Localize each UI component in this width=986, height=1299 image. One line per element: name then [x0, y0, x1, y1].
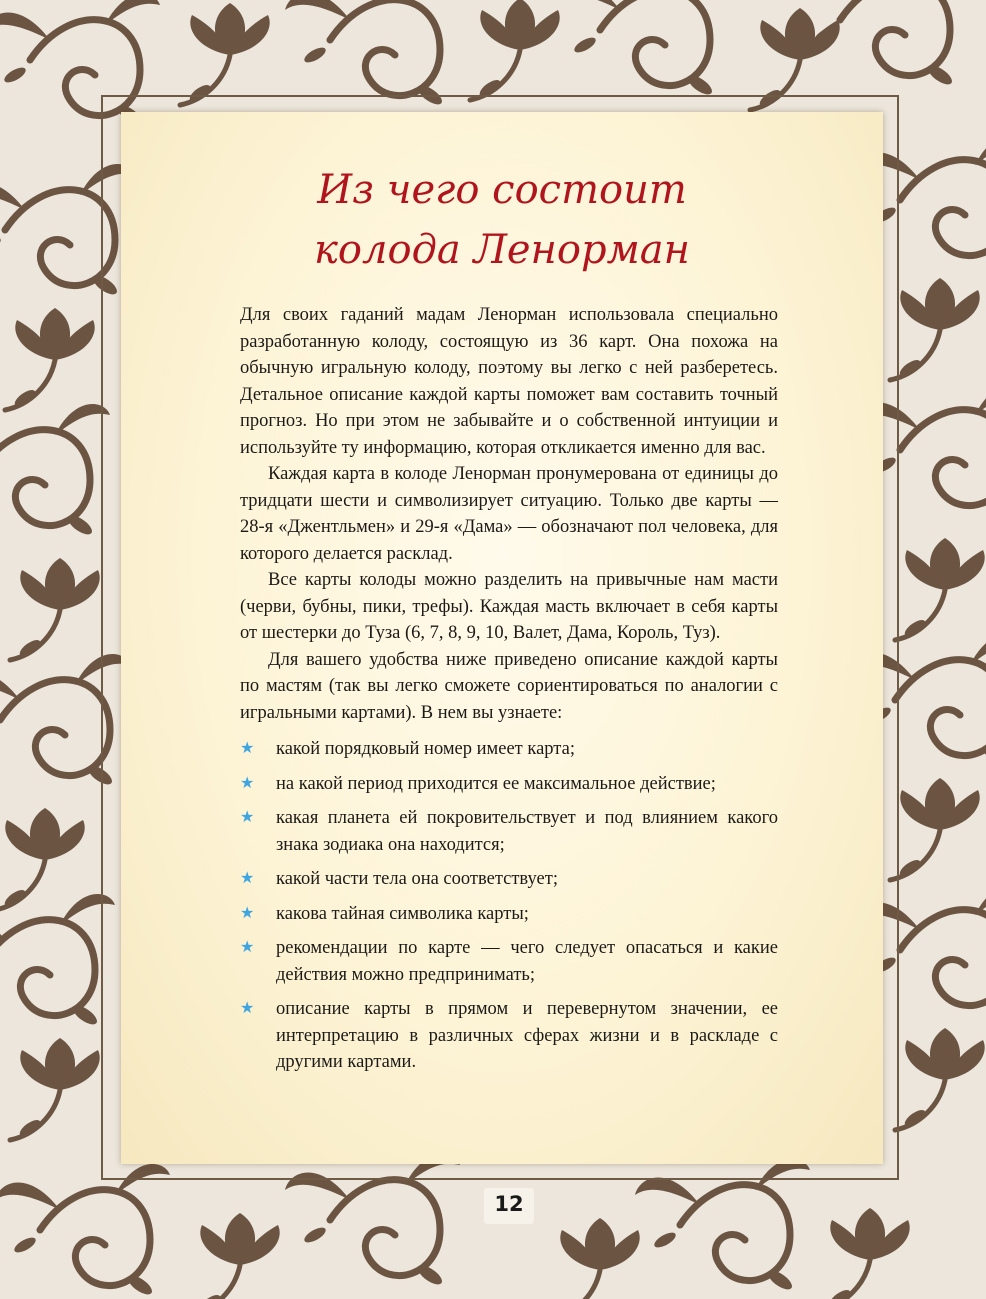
- list-item-text: какова тайная символика карты;: [276, 903, 529, 924]
- paragraph-suits: Все карты колоды можно разделить на привычные нам масти (черви, бубны, пики, трефы). Каждая масть включает в себя карты от шестерки до Туза (6, 7, 8, 9, 10, Валет, Дама, Король, Туз).: [240, 570, 778, 643]
- paragraph-description: Для вашего удобства ниже приведено описание каждой карты по мастям (так вы легко сможете сориентироваться по аналогии с игральными картами). В нем вы узнаете:: [240, 649, 778, 723]
- list-item: [240, 866, 778, 893]
- list-item-text: какой порядковый номер имеет карта;: [276, 739, 575, 759]
- page-title: [121, 160, 883, 280]
- star-icon: ★: [240, 1000, 255, 1017]
- list-item-text: рекомендации по карте — чего следует опасаться и какие действия можно предпринимать;: [276, 938, 778, 985]
- body-text: [240, 302, 778, 1084]
- list-item: [240, 996, 778, 1076]
- list-item-text: какой части тела она соответствует;: [276, 869, 558, 889]
- star-icon: ★: [240, 939, 255, 956]
- list-item-text: на какой период приходится ее максимальное действие;: [276, 773, 716, 794]
- list-item: [240, 901, 778, 928]
- list-item: [240, 805, 778, 858]
- list-item: [240, 771, 778, 798]
- paragraph-intro: Для своих гаданий мадам Ленорман использовала специально разработанную колоду, состоящую из 36 карт. Она похожа на обычную игральную колоду, поэтому вы легко с ней разберетесь. Детальное описание каждой карты поможет вам составить точный прогноз. Но при этом не забывайте и о собственной интуиции и используйте ту информацию, которая откликается именно для вас.: [240, 305, 778, 458]
- list-item-text: описание карты в прямом и перевернутом значении, ее интерпретацию в различных сферах жизни и в раскладе с другими картами.: [276, 999, 778, 1072]
- feature-list: [240, 736, 778, 1076]
- title-line-2: колода Ленорман: [314, 227, 690, 273]
- star-icon: ★: [240, 870, 255, 887]
- star-icon: ★: [240, 904, 255, 922]
- star-icon: ★: [240, 774, 255, 792]
- list-item: [240, 736, 778, 763]
- paragraph-numbering: Каждая карта в колоде Ленорман пронумерована от единицы до тридцати шести и символизирует ситуацию. Только две карты — 28-я «Джентльмен» и 29-я «Дама» — обозначают пол человека, для которого делается расклад.: [240, 464, 778, 564]
- list-item: [240, 935, 778, 988]
- title-line-1: Из чего состоит: [317, 167, 687, 213]
- list-item-text: какая планета ей покровительствует и под влиянием какого знака зодиака она находится;: [276, 808, 778, 855]
- star-icon: ★: [240, 740, 255, 757]
- page-number: 12: [494, 1192, 524, 1216]
- star-icon: ★: [240, 809, 255, 826]
